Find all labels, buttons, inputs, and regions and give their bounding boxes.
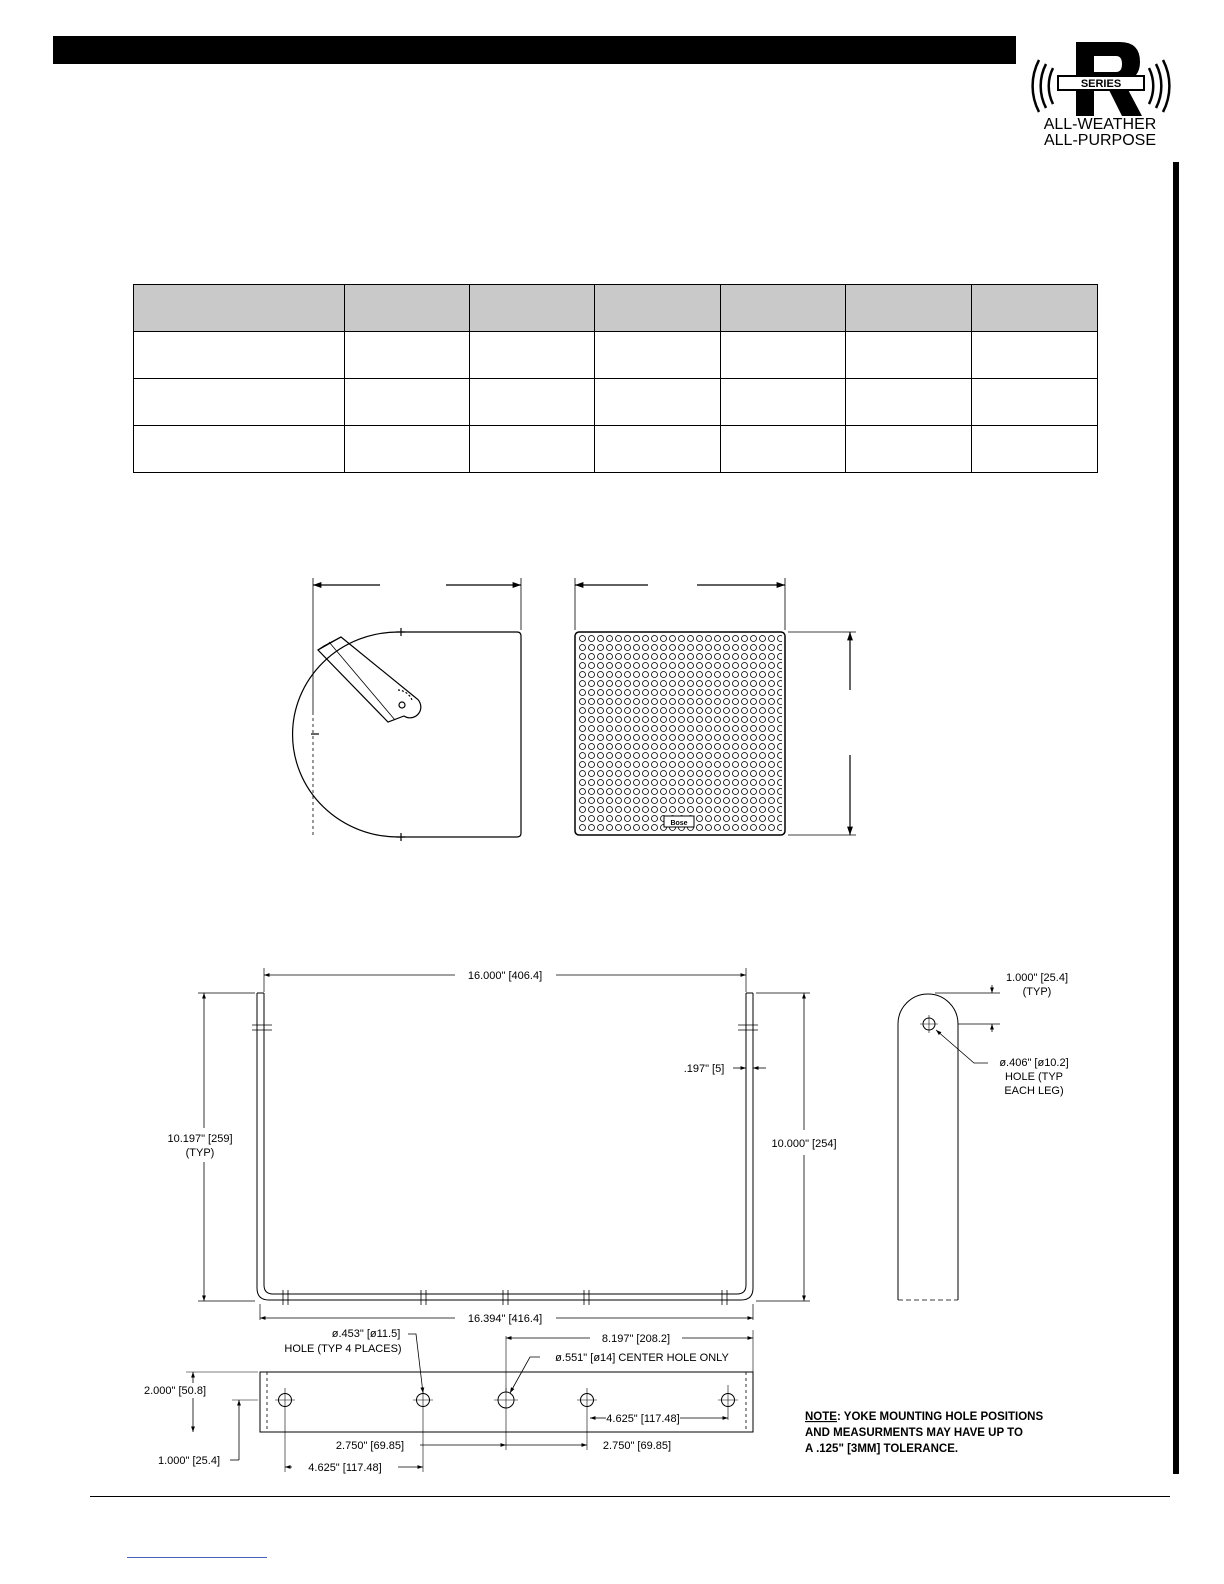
tolerance-note [805,1411,1043,1455]
dim-width-bottom: 16.394" [416.4] [467,1313,543,1325]
dim-leg-radius: 1.000" [25.4] [1005,972,1069,984]
dim-leg-hole-2: HOLE (TYP [1004,1071,1064,1083]
footer-rule [90,1496,1170,1497]
dim-strip-half: 1.000" [25.4] [157,1455,221,1467]
logo-badge-text: SERIES [1080,78,1122,90]
note-line-3: A .125" [3MM] TOLERANCE. [805,1443,959,1455]
speaker-side-view [293,578,521,841]
dim-center-hole: ø.551" [ø14] CENTER HOLE ONLY [555,1352,729,1364]
dim-offset: .197" [5] [683,1063,725,1075]
dim-strip-height: 2.000" [50.8] [143,1385,207,1397]
note-line-2: AND MEASURMENTS MAY HAVE UP TO [805,1427,1023,1439]
logo-tagline-2: ALL-PURPOSE [1043,132,1157,149]
dim-height-left: 10.197" [259] [167,1133,233,1145]
dim-spacing-left: 4.625" [117.48] [308,1462,382,1474]
dim-spacing-left-inner: 2.750" [69.85] [335,1440,405,1452]
dim-hole-small-2: HOLE (TYP 4 PLACES) [284,1343,402,1355]
yoke-side-leg [898,985,1000,1300]
note-label: NOTE [805,1411,837,1423]
dim-hole-small-1: ø.453" [ø11.5] [331,1328,401,1340]
footer-link[interactable] [127,1557,267,1558]
speaker-front-view [575,578,856,835]
dim-height-left-typ: (TYP) [185,1147,215,1159]
dim-leg-hole-1: ø.406" [ø10.2] [999,1057,1069,1069]
logo-tagline-1: ALL-WEATHER [1043,116,1157,133]
grille-badge: Bose [670,820,688,827]
yoke-front-view [198,968,810,1320]
dim-spacing-right-inner: 2.750" [69.85] [602,1440,672,1452]
dim-height-right: 10.000" [254] [771,1138,837,1150]
dim-spacing-right: 4.625" [117.48] [606,1413,680,1425]
dim-half-width: 8.197" [208.2] [601,1333,671,1345]
note-line-1-rest: : YOKE MOUNTING HOLE POSITIONS [836,1411,1044,1423]
dim-leg-hole-3: EACH LEG) [1004,1085,1064,1097]
dim-width-top: 16.000" [406.4] [467,970,543,982]
dim-leg-radius-typ: (TYP) [1022,986,1052,998]
note-line-1 [805,1411,1043,1423]
